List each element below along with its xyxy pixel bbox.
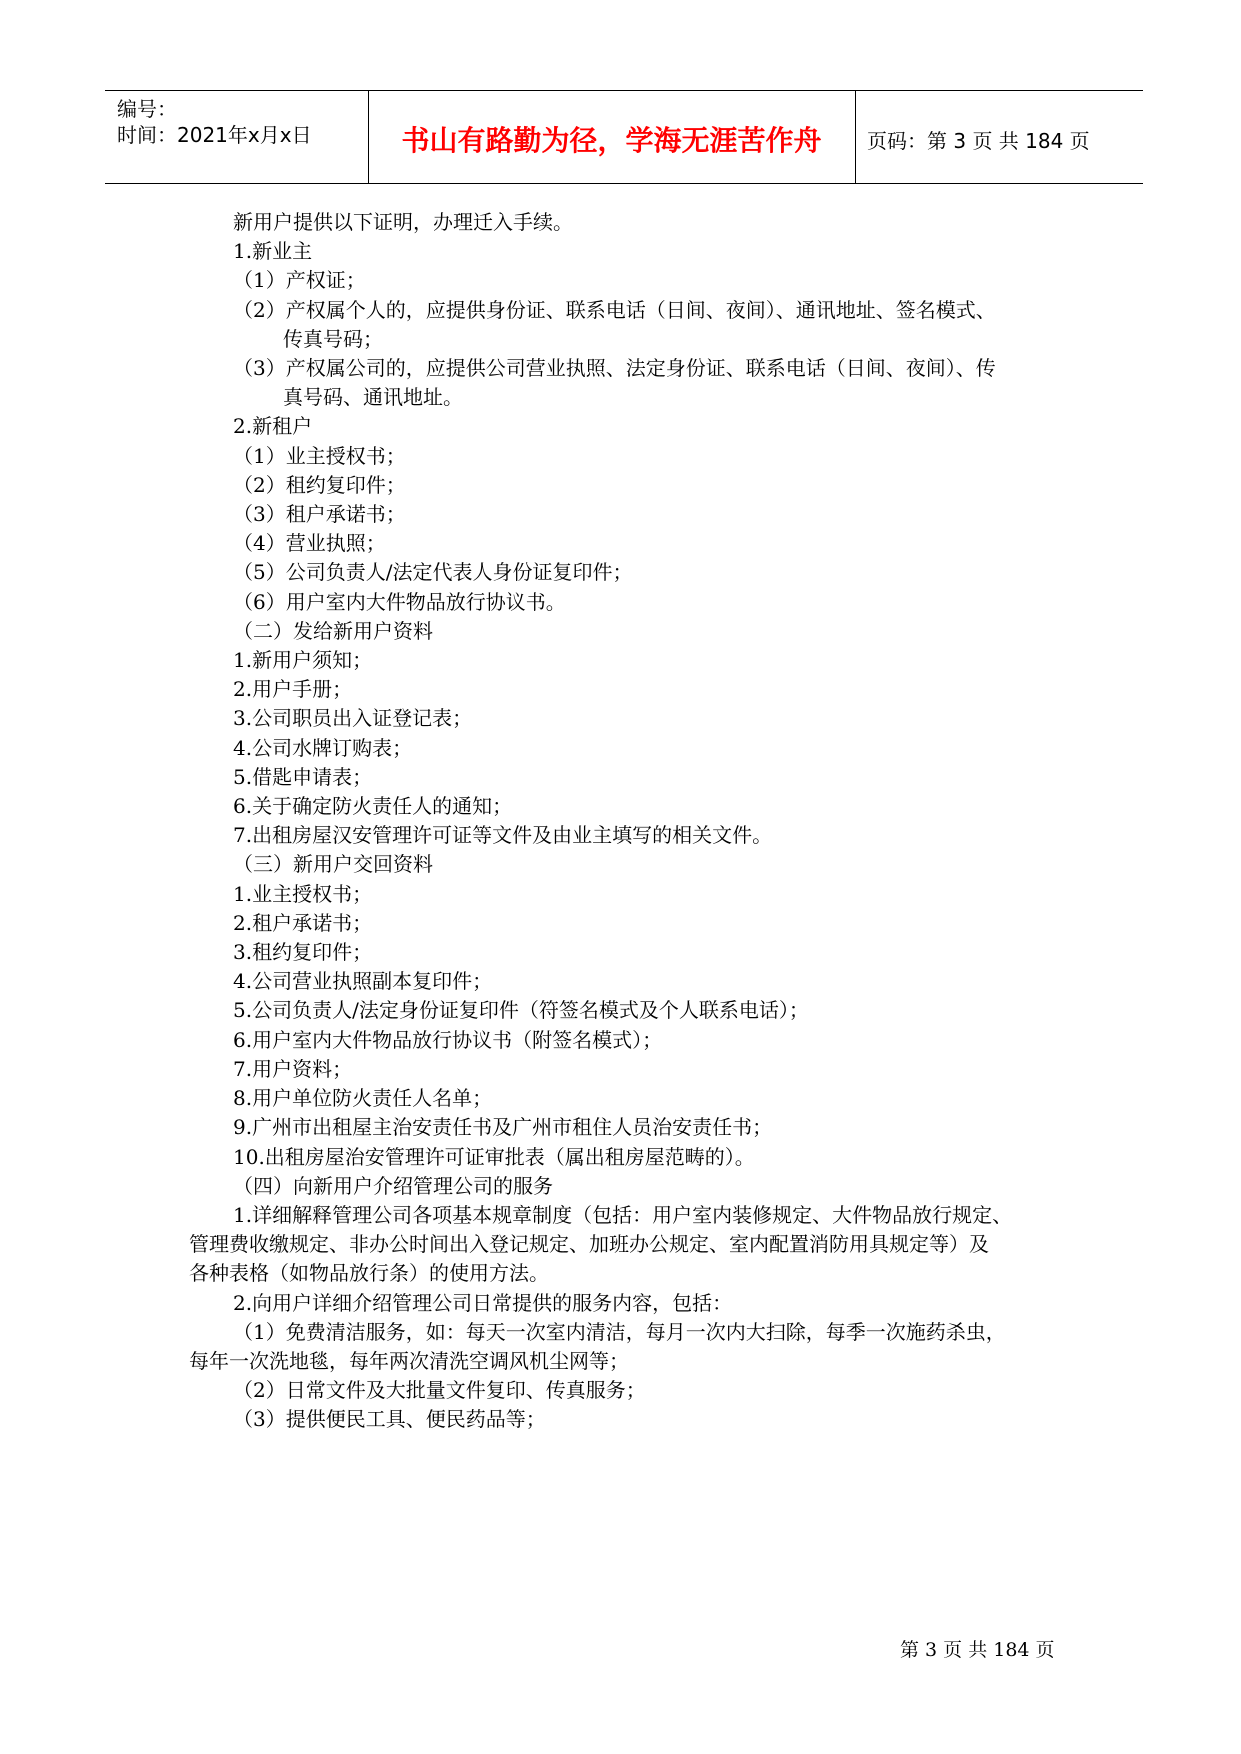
text-line: 5.借匙申请表；: [233, 764, 373, 789]
header-motto: 书山有路勤为径，学海无涯苦作舟: [401, 124, 822, 157]
text-line: 7.用户资料；: [233, 1056, 353, 1081]
text-line: （6）用户室内大件物品放行协议书。: [233, 589, 566, 614]
text-line: （1）业主授权书；: [233, 443, 406, 468]
text-line: 1.新用户须知；: [233, 648, 373, 673]
page-header: [105, 90, 1143, 184]
text-line: （1）产权证；: [233, 268, 366, 293]
text-line: 10.出租房屋治安管理许可证审批表（属出租房屋范畴的）。: [233, 1144, 755, 1169]
text-line: 各种表格（如物品放行条）的使用方法。: [189, 1261, 549, 1286]
document-body: [0, 208, 1241, 1435]
page-footer: 第 3 页 共 184 页: [900, 1639, 1055, 1661]
text-line: （2）日常文件及大批量文件复印、传真服务；: [233, 1378, 646, 1403]
text-line: 4.公司营业执照副本复印件；: [233, 969, 493, 994]
text-line: （2）租约复印件；: [233, 472, 406, 497]
text-line: 3.租约复印件；: [233, 940, 373, 965]
text-line: （3）产权属公司的，应提供公司营业执照、法定身份证、联系电话（日间、夜间）、传: [233, 356, 996, 381]
header-page-info: 页码：第 3 页 共 184 页: [867, 129, 1090, 153]
text-line: 1.新业主: [233, 239, 313, 264]
text-line: 7.出租房屋汉安管理许可证等文件及由业主填写的相关文件。: [233, 823, 773, 848]
text-line: （三）新用户交回资料: [233, 852, 433, 877]
text-line: 9.广州市出租屋主治安责任书及广州市租住人员治安责任书；: [233, 1115, 773, 1140]
text-line: （四）向新用户介绍管理公司的服务: [233, 1173, 553, 1198]
text-line: 5.公司负责人/法定身份证复印件（符签名模式及个人联系电话）；: [233, 998, 809, 1023]
text-line: 3.公司职员出入证登记表；: [233, 706, 473, 731]
text-line: （5）公司负责人/法定代表人身份证复印件；: [233, 560, 633, 585]
text-line: 6.用户室内大件物品放行协议书（附签名模式）；: [233, 1027, 663, 1052]
text-line: 每年一次洗地毯，每年两次清洗空调风机尘网等；: [189, 1348, 629, 1373]
text-line: （二）发给新用户资料: [233, 618, 433, 643]
text-line: 传真号码；: [283, 326, 383, 351]
text-line: （1）免费清洁服务，如：每天一次室内清洁，每月一次内大扫除，每季一次施药杀虫，: [233, 1319, 1006, 1344]
text-line: （3）租户承诺书；: [233, 502, 406, 527]
doc-code-label: 编号：: [117, 97, 177, 121]
text-line: 2.新租户: [233, 414, 313, 439]
text-line: 2.向用户详细介绍管理公司日常提供的服务内容，包括：: [233, 1290, 733, 1315]
text-line: （4）营业执照；: [233, 531, 386, 556]
text-line: 1.业主授权书；: [233, 881, 373, 906]
text-line: 真号码、通讯地址。: [283, 385, 463, 410]
text-line: 2.租户承诺书；: [233, 910, 373, 935]
header-right-cell: [855, 91, 1143, 183]
text-line: （2）产权属个人的，应提供身份证、联系电话（日间、夜间）、通讯地址、签名模式、: [233, 297, 996, 322]
header-middle-cell: [368, 91, 856, 183]
text-line: 1.详细解释管理公司各项基本规章制度（包括：用户室内装修规定、大件物品放行规定、: [233, 1202, 1013, 1227]
text-line: 2.用户手册；: [233, 677, 353, 702]
text-line: 6.关于确定防火责任人的通知；: [233, 794, 513, 819]
text-line: （3）提供便民工具、便民药品等；: [233, 1407, 546, 1432]
text-line: 管理费收缴规定、非办公时间出入登记规定、加班办公规定、室内配置消防用具规定等）及: [189, 1232, 989, 1257]
text-line: 4.公司水牌订购表；: [233, 735, 413, 760]
header-left-cell: [105, 91, 369, 183]
doc-time-label: 时间：2021年x月x日: [117, 123, 312, 147]
text-line: 新用户提供以下证明，办理迁入手续。: [233, 210, 573, 234]
text-line: 8.用户单位防火责任人名单；: [233, 1086, 493, 1111]
